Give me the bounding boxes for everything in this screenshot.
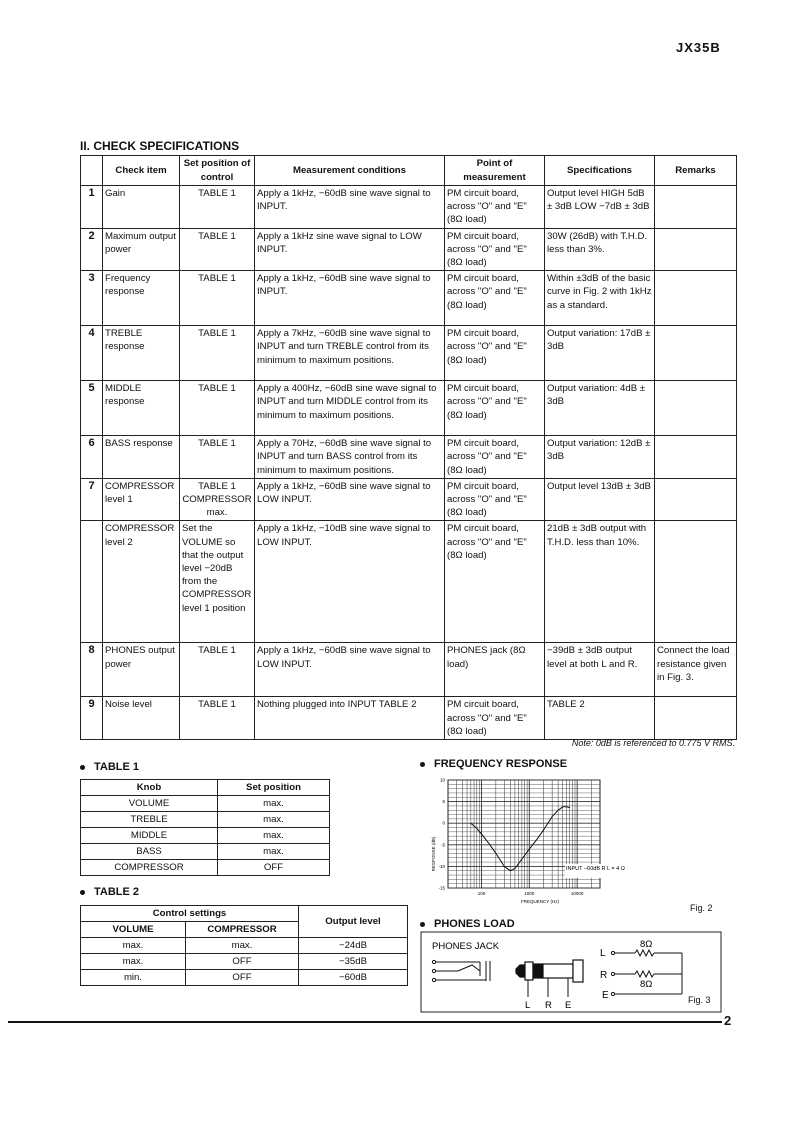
- specification: 21dB ± 3dB output with T.H.D. less than 10%.: [545, 521, 655, 643]
- table-row: [81, 796, 330, 812]
- row-number: 6: [81, 436, 103, 479]
- compressor-setting: max.: [186, 938, 299, 954]
- model-number: JX35B: [676, 40, 721, 55]
- terminal-l-label: L: [600, 948, 606, 959]
- set-position: TABLE 1 COMPRESSOR max.: [180, 478, 255, 521]
- y-tick-label: -15: [438, 885, 445, 891]
- table-row: [81, 228, 737, 271]
- specification: Within ±3dB of the basic curve in Fig. 2 with 1kHz as a standard.: [545, 271, 655, 326]
- measurement-point: PM circuit board, across "O" and "E" (8Ω load): [445, 326, 545, 381]
- table2-group-header: Control settings: [81, 906, 299, 922]
- knob-name: TREBLE: [81, 812, 218, 828]
- header-set-position: Set position of control: [180, 156, 255, 186]
- check-item: Gain: [103, 186, 180, 229]
- plug-label-l: L: [525, 1000, 531, 1011]
- table1-title-text: TABLE 1: [94, 761, 140, 773]
- row-number: 2: [81, 228, 103, 271]
- fig3-label: Fig. 3: [688, 995, 711, 1005]
- specification: Output variation: 4dB ± 3dB: [545, 381, 655, 436]
- y-tick-label: 0: [442, 820, 445, 826]
- set-position: TABLE 1: [180, 186, 255, 229]
- output-level: −35dB: [299, 954, 408, 970]
- check-item: PHONES output power: [103, 643, 180, 697]
- bullet-icon: [420, 762, 425, 767]
- set-position: TABLE 1: [180, 436, 255, 479]
- table2-title-text: TABLE 2: [94, 886, 140, 898]
- measurement-condition: Nothing plugged into INPUT TABLE 2: [255, 697, 445, 740]
- specification: −39dB ± 3dB output level at both L and R.: [545, 643, 655, 697]
- table-row: [81, 938, 408, 954]
- compressor-setting: OFF: [186, 970, 299, 986]
- resistor1-value: 8Ω: [640, 939, 653, 950]
- x-tick-label: 10000: [570, 891, 584, 896]
- phones-load-diagram: [420, 931, 724, 1014]
- check-item: MIDDLE response: [103, 381, 180, 436]
- response-curve: [471, 807, 570, 871]
- measurement-point: PM circuit board, across "O" and "E" (8Ω load): [445, 271, 545, 326]
- phones-load-title: [420, 918, 515, 930]
- set-position: Set the VOLUME so that the output level −20dB from the COMPRESSOR level 1 position: [180, 521, 255, 643]
- terminal-r-label: R: [600, 970, 608, 981]
- measurement-point: PM circuit board, across "O" and "E" (8Ω load): [445, 436, 545, 479]
- specification: Output variation: 12dB ± 3dB: [545, 436, 655, 479]
- table-row: [81, 828, 330, 844]
- knob-setting: OFF: [218, 860, 330, 876]
- freq-response-title-text: FREQUENCY RESPONSE: [434, 758, 568, 770]
- resistor2-value: 8Ω: [640, 979, 653, 990]
- table2-header-output-level: Output level: [299, 906, 408, 938]
- measurement-condition: Apply a 400Hz, −60dB sine wave signal to INPUT and turn MIDDLE control from its minimum to maximum positions.: [255, 381, 445, 436]
- plug-label-e: E: [565, 1000, 572, 1011]
- bullet-icon: [80, 890, 85, 895]
- output-level: −24dB: [299, 938, 408, 954]
- header-measurement-conditions: Measurement conditions: [255, 156, 445, 186]
- spec-table: [80, 155, 737, 740]
- fig2-label: Fig. 2: [690, 903, 713, 913]
- frequency-response-chart: [420, 774, 720, 906]
- phones-load-title-text: PHONES LOAD: [434, 918, 515, 930]
- specification: 30W (26dB) with T.H.D. less than 3%.: [545, 228, 655, 271]
- remarks: Connect the load resistance given in Fig. 3.: [655, 643, 737, 697]
- table-row: [81, 860, 330, 876]
- specification: Output level 13dB ± 3dB: [545, 478, 655, 521]
- y-tick-label: -10: [438, 863, 445, 869]
- check-item: Frequency response: [103, 271, 180, 326]
- table2-title: [80, 886, 139, 898]
- table-row: [81, 954, 408, 970]
- check-item: COMPRESSOR level 2: [103, 521, 180, 643]
- table-row: [81, 844, 330, 860]
- row-number: 5: [81, 381, 103, 436]
- page-number: 2: [724, 1013, 732, 1028]
- x-tick-labels: [478, 891, 584, 896]
- header-point-of-measurement: Point of measurement: [445, 156, 545, 186]
- header-specifications: Specifications: [545, 156, 655, 186]
- measurement-condition: Apply a 1kHz, −10dB sine wave signal to LOW INPUT.: [255, 521, 445, 643]
- plug-icon: [516, 960, 583, 997]
- measurement-point: PM circuit board, across "O" and "E" (8Ω load): [445, 381, 545, 436]
- section-title: II. CHECK SPECIFICATIONS: [80, 139, 240, 153]
- measurement-condition: Apply a 70Hz, −60dB sine wave signal to INPUT and turn BASS control from its minimum to maximum positions.: [255, 436, 445, 479]
- row-number: 8: [81, 643, 103, 697]
- knob-setting: max.: [218, 796, 330, 812]
- output-level: −60dB: [299, 970, 408, 986]
- measurement-point: PM circuit board, across "O" and "E" (8Ω load): [445, 521, 545, 643]
- knob-setting: max.: [218, 812, 330, 828]
- jack-label: PHONES JACK: [432, 941, 500, 952]
- table-row: [81, 521, 737, 643]
- reference-note: Note: 0dB is referenced to 0.775 V RMS.: [571, 738, 735, 748]
- specification: Output variation: 17dB ± 3dB: [545, 326, 655, 381]
- set-position: TABLE 1: [180, 271, 255, 326]
- chart-annotation: INPUT −60dB R L = 4 Ω: [566, 866, 625, 872]
- row-number: 4: [81, 326, 103, 381]
- knob-name: BASS: [81, 844, 218, 860]
- row-number: 1: [81, 186, 103, 229]
- y-tick-label: 5: [442, 799, 445, 805]
- knob-setting: max.: [218, 828, 330, 844]
- check-item: TREBLE response: [103, 326, 180, 381]
- y-tick-label: 10: [439, 777, 445, 783]
- check-item: COMPRESSOR level 1: [103, 478, 180, 521]
- row-number: 3: [81, 271, 103, 326]
- table-row: [81, 436, 737, 479]
- check-item: Maximum output power: [103, 228, 180, 271]
- remarks: [655, 478, 737, 521]
- y-tick-labels: [438, 778, 445, 891]
- table1-title: [80, 761, 139, 773]
- table1-header-knob: Knob: [81, 780, 218, 796]
- specification: Output level HIGH 5dB ± 3dB LOW −7dB ± 3dB: [545, 186, 655, 229]
- table-row: [81, 271, 737, 326]
- bullet-icon: [420, 922, 425, 927]
- set-position: TABLE 1: [180, 643, 255, 697]
- x-axis-label: FREQUENCY (Hz): [521, 899, 559, 904]
- knob-setting: max.: [218, 844, 330, 860]
- measurement-condition: Apply a 1kHz, −60dB sine wave signal to INPUT.: [255, 186, 445, 229]
- jack-symbol-icon: [432, 960, 490, 981]
- measurement-point: PM circuit board, across "O" and "E" (8Ω load): [445, 697, 545, 740]
- table2-header-compressor: COMPRESSOR: [186, 922, 299, 938]
- knob-name: VOLUME: [81, 796, 218, 812]
- header-remarks: Remarks: [655, 156, 737, 186]
- measurement-point: PM circuit board, across "O" and "E" (8Ω load): [445, 478, 545, 521]
- check-item: Noise level: [103, 697, 180, 740]
- remarks: [655, 326, 737, 381]
- table-row: [81, 478, 737, 521]
- row-number: 9: [81, 697, 103, 740]
- knob-name: MIDDLE: [81, 828, 218, 844]
- table-row: [81, 326, 737, 381]
- freq-response-title: [420, 758, 567, 770]
- bullet-icon: [80, 765, 85, 770]
- table-row: [81, 643, 737, 697]
- plug-label-r: R: [545, 1000, 552, 1011]
- header-check-item: Check item: [103, 156, 180, 186]
- terminal-e-label: E: [602, 990, 609, 1001]
- table1: [80, 779, 330, 876]
- y-axis-label: RESPONSE (dB): [431, 836, 436, 872]
- knob-name: COMPRESSOR: [81, 860, 218, 876]
- bottom-rule: [8, 1021, 722, 1023]
- compressor-setting: OFF: [186, 954, 299, 970]
- set-position: TABLE 1: [180, 326, 255, 381]
- table-row: [81, 970, 408, 986]
- remarks: [655, 521, 737, 643]
- remarks: [655, 697, 737, 740]
- measurement-point: PHONES jack (8Ω load): [445, 643, 545, 697]
- header-no: [81, 156, 103, 186]
- measurement-condition: Apply a 1kHz sine wave signal to LOW INPUT.: [255, 228, 445, 271]
- x-tick-label: 100: [477, 891, 486, 896]
- x-tick-label: 1000: [524, 891, 535, 896]
- measurement-condition: Apply a 1kHz, −60dB sine wave signal to LOW INPUT.: [255, 643, 445, 697]
- check-item: BASS response: [103, 436, 180, 479]
- y-tick-label: -5: [440, 842, 445, 848]
- remarks: [655, 186, 737, 229]
- remarks: [655, 271, 737, 326]
- table-row: [81, 381, 737, 436]
- remarks: [655, 436, 737, 479]
- row-number: 7: [81, 478, 103, 521]
- table1-header-set-position: Set position: [218, 780, 330, 796]
- measurement-condition: Apply a 1kHz, −60dB sine wave signal to INPUT.: [255, 271, 445, 326]
- remarks: [655, 381, 737, 436]
- volume-setting: min.: [81, 970, 186, 986]
- table-row: [81, 186, 737, 229]
- set-position: TABLE 1: [180, 697, 255, 740]
- measurement-condition: Apply a 7kHz, −60dB sine wave signal to INPUT and turn TREBLE control from its minimum to maximum positions.: [255, 326, 445, 381]
- row-number: [81, 521, 103, 643]
- remarks: [655, 228, 737, 271]
- measurement-condition: Apply a 1kHz, −60dB sine wave signal to LOW INPUT.: [255, 478, 445, 521]
- table-row: [81, 812, 330, 828]
- table-row: [81, 697, 737, 740]
- table2: [80, 905, 408, 986]
- set-position: TABLE 1: [180, 381, 255, 436]
- volume-setting: max.: [81, 938, 186, 954]
- specification: TABLE 2: [545, 697, 655, 740]
- measurement-point: PM circuit board, across "O" and "E" (8Ω load): [445, 228, 545, 271]
- measurement-point: PM circuit board, across "O" and "E" (8Ω load): [445, 186, 545, 229]
- volume-setting: max.: [81, 954, 186, 970]
- set-position: TABLE 1: [180, 228, 255, 271]
- table2-header-volume: VOLUME: [81, 922, 186, 938]
